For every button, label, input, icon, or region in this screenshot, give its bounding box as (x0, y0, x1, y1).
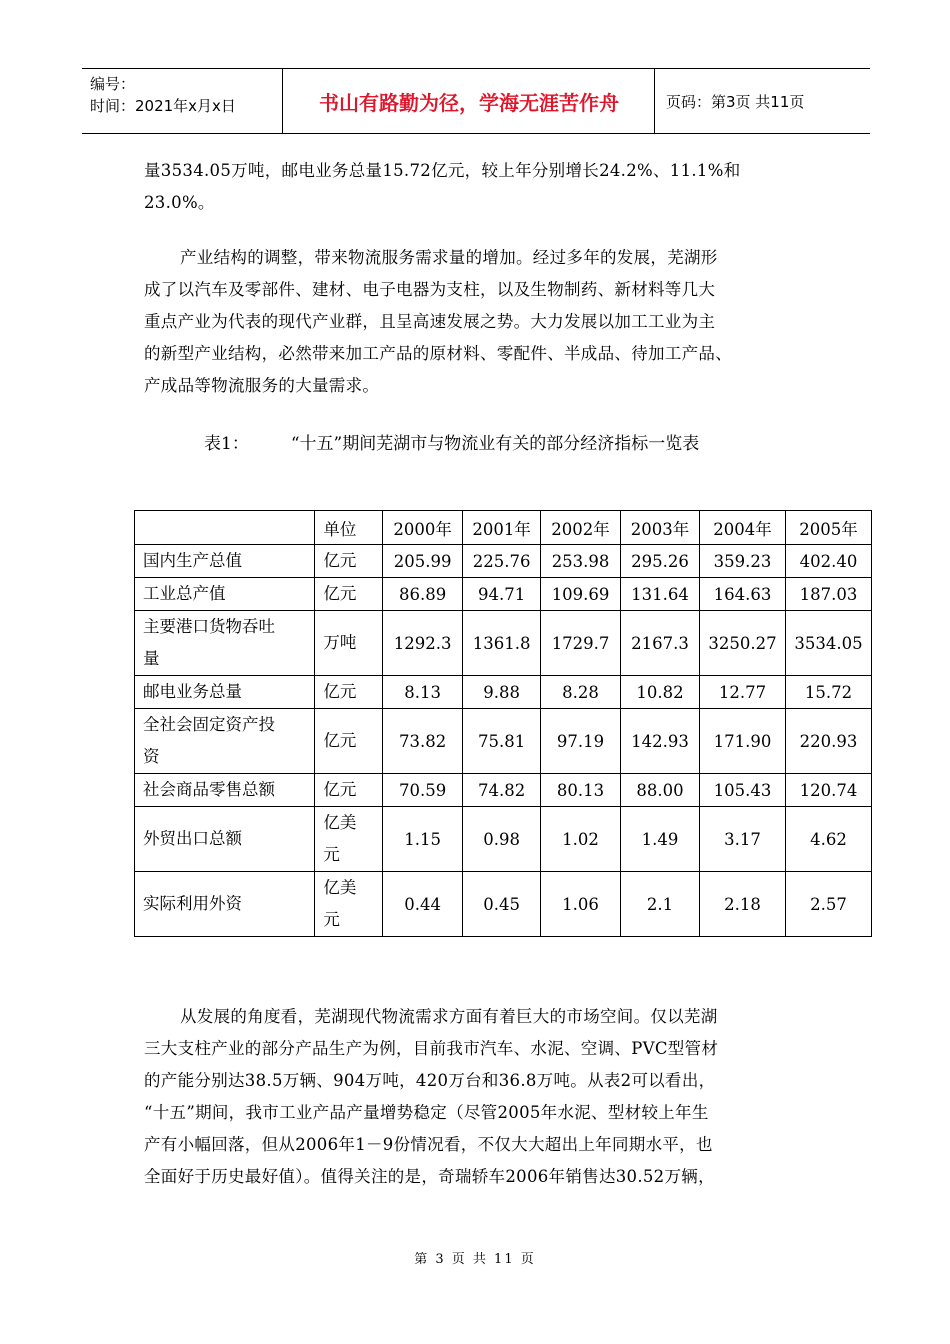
value-cell: 75.81 (463, 709, 541, 774)
indicator-table (134, 510, 872, 937)
indicator-name: 主要港口货物吞吐 (143, 617, 275, 636)
value-cell: 12.77 (699, 676, 785, 709)
header-divider (654, 69, 655, 133)
value-cell: 295.26 (621, 545, 700, 578)
indicator-name-cell (135, 807, 315, 872)
value-cell: 2.18 (699, 872, 785, 937)
paragraph-line: 全面好于历史最好值）。值得关注的是，奇瑞轿车2006年销售达30.52万辆， (144, 1167, 715, 1186)
table-caption-title: “十五”期间芜湖市与物流业有关的部分经济指标一览表 (290, 434, 700, 454)
unit-text: 亿元 (323, 731, 357, 750)
indicator-name-cell (135, 709, 315, 774)
indicator-name-cell (135, 545, 315, 578)
unit-text: 亿元 (323, 551, 357, 570)
indicator-name: 邮电业务总量 (143, 682, 242, 701)
value-cell: 359.23 (699, 545, 785, 578)
value-cell: 253.98 (541, 545, 621, 578)
value-cell: 164.63 (699, 578, 785, 611)
value-cell: 1.06 (541, 872, 621, 937)
paragraph-line: 产业结构的调整，带来物流服务需求量的增加。经过多年的发展，芜湖形 (180, 248, 718, 267)
paragraph-line: 的新型产业结构，必然带来加工产品的原材料、零配件、半成品、待加工产品、 (144, 344, 732, 363)
value-cell: 8.28 (541, 676, 621, 709)
unit-text: 万吨 (323, 633, 357, 652)
header-cell: 2000年 (383, 511, 463, 545)
value-cell: 1.15 (383, 807, 463, 872)
value-cell: 402.40 (785, 545, 871, 578)
value-cell: 1729.7 (541, 611, 621, 676)
value-cell: 74.82 (463, 774, 541, 807)
value-cell: 131.64 (621, 578, 700, 611)
value-cell: 0.44 (383, 872, 463, 937)
value-cell: 3250.27 (699, 611, 785, 676)
indicator-name: 国内生产总值 (143, 551, 242, 570)
indicator-name: 社会商品零售总额 (143, 780, 275, 799)
value-cell: 4.62 (785, 807, 871, 872)
value-cell: 88.00 (621, 774, 700, 807)
value-cell: 0.98 (463, 807, 541, 872)
table-row (135, 807, 872, 872)
unit-cell (315, 578, 383, 611)
unit-cell (315, 872, 383, 937)
value-cell: 3.17 (699, 807, 785, 872)
unit-cell (315, 774, 383, 807)
header-motto: 书山有路勤为径，学海无涯苦作舟 (319, 91, 619, 115)
paragraph-line: 产有小幅回落，但从2006年1－9份情况看，不仅大大超出上年同期水平，也 (144, 1135, 713, 1154)
table-row (135, 676, 872, 709)
indicator-name-cont: 量 (143, 649, 160, 668)
header-cell: 2004年 (699, 511, 785, 545)
paragraph-line: 成了以汽车及零部件、建材、电子电器为支柱，以及生物制药、新材料等几大 (144, 280, 716, 299)
header-cell: 单位 (315, 511, 383, 545)
value-cell: 187.03 (785, 578, 871, 611)
indicator-name: 外贸出口总额 (143, 829, 242, 848)
table-header-row (135, 511, 872, 545)
unit-text: 亿美 (323, 813, 357, 832)
header-cell: 2001年 (463, 511, 541, 545)
value-cell: 220.93 (785, 709, 871, 774)
indicator-name-cell (135, 676, 315, 709)
date-label: 时间：2021年x月x日 (90, 97, 236, 115)
doc-number-label: 编号： (90, 75, 136, 93)
value-cell: 1292.3 (383, 611, 463, 676)
table-row (135, 709, 872, 774)
value-cell: 205.99 (383, 545, 463, 578)
value-cell: 2.57 (785, 872, 871, 937)
header-page-number: 页码：第3页 共11页 (666, 93, 805, 111)
value-cell: 1361.8 (463, 611, 541, 676)
value-cell: 0.45 (463, 872, 541, 937)
value-cell: 171.90 (699, 709, 785, 774)
unit-text: 亿元 (323, 682, 357, 701)
unit-cell (315, 676, 383, 709)
indicator-name-cell (135, 774, 315, 807)
value-cell: 2167.3 (621, 611, 700, 676)
value-cell: 142.93 (621, 709, 700, 774)
unit-cell (315, 611, 383, 676)
unit-cell (315, 807, 383, 872)
header-cell: 2002年 (541, 511, 621, 545)
value-cell: 94.71 (463, 578, 541, 611)
indicator-name: 工业总产值 (143, 584, 226, 603)
table-row (135, 578, 872, 611)
page-header (82, 68, 870, 134)
unit-text-cont: 元 (323, 910, 340, 929)
table-caption (204, 430, 699, 458)
value-cell: 9.88 (463, 676, 541, 709)
table-row (135, 774, 872, 807)
value-cell: 8.13 (383, 676, 463, 709)
value-cell: 105.43 (699, 774, 785, 807)
table-caption-label: 表1： (204, 434, 249, 454)
paragraph-line: 产成品等物流服务的大量需求。 (144, 376, 380, 395)
unit-text: 亿美 (323, 878, 357, 897)
value-cell: 1.02 (541, 807, 621, 872)
value-cell: 120.74 (785, 774, 871, 807)
unit-text-cont: 元 (323, 845, 340, 864)
paragraph-line: 23.0%。 (144, 193, 215, 212)
unit-text: 亿元 (323, 780, 357, 799)
indicator-name-cell (135, 872, 315, 937)
header-meta (90, 73, 236, 117)
value-cell: 73.82 (383, 709, 463, 774)
value-cell: 109.69 (541, 578, 621, 611)
table-row (135, 545, 872, 578)
table-row (135, 611, 872, 676)
header-cell (135, 511, 315, 545)
indicator-name-cell (135, 611, 315, 676)
value-cell: 1.49 (621, 807, 700, 872)
value-cell: 80.13 (541, 774, 621, 807)
value-cell: 10.82 (621, 676, 700, 709)
paragraph-line: 重点产业为代表的现代产业群，且呈高速发展之势。大力发展以加工工业为主 (144, 312, 716, 331)
value-cell: 86.89 (383, 578, 463, 611)
unit-cell (315, 709, 383, 774)
header-cell: 2003年 (621, 511, 700, 545)
table-row (135, 872, 872, 937)
value-cell: 70.59 (383, 774, 463, 807)
paragraph-line: “十五”期间，我市工业产品产量增势稳定（尽管2005年水泥、型材较上年生 (144, 1103, 709, 1122)
indicator-name: 实际利用外资 (143, 894, 242, 913)
value-cell: 97.19 (541, 709, 621, 774)
paragraph-line: 的产能分别达38.5万辆、904万吨，420万台和36.8万吨。从表2可以看出， (144, 1071, 716, 1090)
indicator-name: 全社会固定资产投 (143, 715, 275, 734)
header-divider (282, 69, 283, 133)
value-cell: 2.1 (621, 872, 700, 937)
paragraph-line: 从发展的角度看，芜湖现代物流需求方面有着巨大的市场空间。仅以芜湖 (180, 1007, 718, 1026)
indicator-name-cont: 资 (143, 747, 160, 766)
page-footer: 第 3 页 共 11 页 (414, 1252, 536, 1267)
unit-text: 亿元 (323, 584, 357, 603)
indicator-name-cell (135, 578, 315, 611)
header-cell: 2005年 (785, 511, 871, 545)
paragraph-line: 三大支柱产业的部分产品生产为例，目前我市汽车、水泥、空调、PVC型管材 (144, 1039, 719, 1058)
paragraph-line: 量3534.05万吨，邮电业务总量15.72亿元，较上年分别增长24.2%、11.1%和 (144, 161, 741, 180)
unit-cell (315, 545, 383, 578)
value-cell: 15.72 (785, 676, 871, 709)
value-cell: 225.76 (463, 545, 541, 578)
value-cell: 3534.05 (785, 611, 871, 676)
